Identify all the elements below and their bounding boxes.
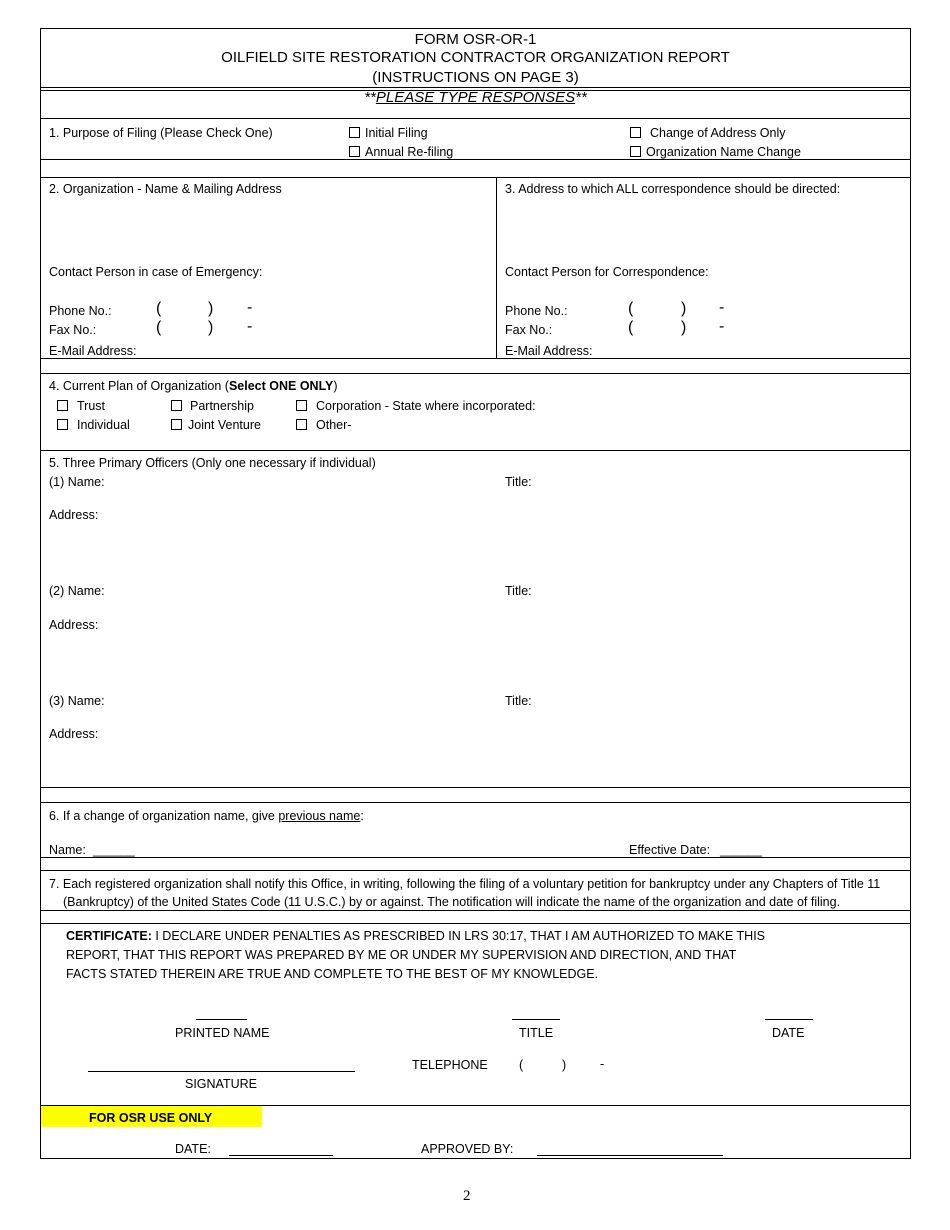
officer1-title-label: Title:: [505, 475, 532, 489]
corr-fax-open: (: [628, 319, 634, 336]
type-notice-suffix: **: [575, 89, 587, 106]
form-instructions: (INSTRUCTIONS ON PAGE 3): [372, 69, 579, 86]
section4-label: [49, 379, 338, 393]
certificate-text-1: I DECLARE UNDER PENALTIES AS PRESCRIBED IN LRS 30:17, THAT I AM AUTHORIZED TO MAKE THIS: [155, 929, 766, 943]
type-notice-text: PLEASE TYPE RESPONSES: [375, 89, 576, 106]
joint-venture-checkbox[interactable]: [171, 419, 182, 430]
telephone-close: ): [562, 1058, 567, 1072]
org-phone-close: ): [208, 300, 214, 317]
org-phone-dash: -: [247, 299, 253, 316]
certificate-line2: REPORT, THAT THIS REPORT WAS PREPARED BY ME OR UNDER MY SUPERVISION AND DIRECTION, AND THAT: [66, 948, 737, 962]
org-name-change-checkbox[interactable]: [630, 146, 641, 157]
printed-name-label: PRINTED NAME: [175, 1026, 270, 1040]
individual-label: Individual: [77, 418, 130, 432]
signature-line[interactable]: [88, 1071, 355, 1072]
change-address-label: Change of Address Only: [650, 126, 786, 140]
org-phone-open: (: [156, 300, 162, 317]
officer3-address-label: Address:: [49, 727, 99, 741]
osr-date-label: DATE:: [175, 1142, 211, 1156]
change-address-checkbox[interactable]: [630, 127, 641, 138]
corporation-label: Corporation - State where incorporated:: [316, 399, 536, 413]
corr-phone-label: Phone No.:: [505, 304, 568, 318]
annual-refiling-label: Annual Re-filing: [365, 145, 454, 159]
corr-fax-label: Fax No.:: [505, 323, 553, 337]
officer2-title-label: Title:: [505, 584, 532, 598]
previous-name-blank[interactable]: ______: [93, 843, 135, 857]
osr-use-only-label: FOR OSR USE ONLY: [89, 1111, 213, 1125]
org-fax-dash: -: [247, 318, 253, 335]
previous-name-label: Name:: [49, 843, 86, 857]
approved-by-line[interactable]: [537, 1155, 723, 1156]
initial-filing-checkbox[interactable]: [349, 127, 360, 138]
joint-venture-label: Joint Venture: [188, 418, 261, 432]
corr-phone-open: (: [628, 300, 634, 317]
certificate-label: CERTIFICATE:: [66, 929, 152, 943]
type-notice-prefix: **: [364, 89, 376, 106]
section7-line1: 7. Each registered organization shall notify this Office, in writing, following the filing of a voluntary petition for bankruptcy under any Chapters of Title 11: [49, 877, 881, 891]
partnership-checkbox[interactable]: [171, 400, 182, 411]
org-fax-label: Fax No.:: [49, 323, 97, 337]
initial-filing-label: Initial Filing: [365, 126, 428, 140]
org-email-label: E-Mail Address:: [49, 344, 137, 358]
certificate-line1: [66, 929, 765, 943]
approved-by-label: APPROVED BY:: [421, 1142, 514, 1156]
osr-date-line[interactable]: [229, 1155, 333, 1156]
printed-name-line: [196, 1019, 247, 1020]
section4-label-suffix: ): [333, 379, 338, 393]
trust-label: Trust: [77, 399, 106, 413]
page-number: 2: [463, 1188, 471, 1204]
individual-checkbox[interactable]: [57, 419, 68, 430]
corr-phone-dash: -: [719, 299, 725, 316]
org-fax-open: (: [156, 319, 162, 336]
date-label: DATE: [772, 1026, 805, 1040]
corr-fax-dash: -: [719, 318, 725, 335]
section4-label-prefix: 4. Current Plan of Organization (: [49, 379, 229, 393]
other-label: Other-: [316, 418, 352, 432]
date-line: [765, 1019, 813, 1020]
effective-date-blank[interactable]: ______: [720, 843, 762, 857]
partnership-label: Partnership: [190, 399, 254, 413]
correspondence-contact-label: Contact Person for Correspondence:: [505, 265, 709, 279]
form-title: OILFIELD SITE RESTORATION CONTRACTOR ORGANIZATION REPORT: [221, 49, 730, 66]
org-name-change-label: Organization Name Change: [646, 145, 801, 159]
section6-label: [49, 809, 364, 823]
effective-date-label: Effective Date:: [629, 843, 711, 857]
section6-label-underlined: previous name: [278, 809, 361, 823]
officer3-name-label: (3) Name:: [49, 694, 105, 708]
telephone-dash: -: [600, 1057, 605, 1071]
org-phone-label: Phone No.:: [49, 304, 112, 318]
signature-label: SIGNATURE: [185, 1077, 257, 1091]
officer1-name-label: (1) Name:: [49, 475, 105, 489]
annual-refiling-checkbox[interactable]: [349, 146, 360, 157]
telephone-open: (: [519, 1058, 524, 1072]
emergency-contact-label: Contact Person in case of Emergency:: [49, 265, 263, 279]
telephone-label: TELEPHONE: [412, 1058, 488, 1072]
form-id: FORM OSR-OR-1: [414, 31, 537, 48]
officer2-address-label: Address:: [49, 618, 99, 632]
other-checkbox[interactable]: [296, 419, 307, 430]
officer2-name-label: (2) Name:: [49, 584, 105, 598]
certificate-line3: FACTS STATED THEREIN ARE TRUE AND COMPLETE TO THE BEST OF MY KNOWLEDGE.: [66, 967, 599, 981]
corr-fax-close: ): [681, 319, 687, 336]
corr-phone-close: ): [681, 300, 687, 317]
org-fax-close: ): [208, 319, 214, 336]
corr-email-label: E-Mail Address:: [505, 344, 593, 358]
section2-label: 2. Organization - Name & Mailing Address: [49, 182, 282, 196]
section6-label-prefix: 6. If a change of organization name, give: [49, 809, 279, 823]
section7-line2: (Bankruptcy) of the United States Code (11 U.S.C.) by or against. The notification will indicate the name of the organization and date of filing.: [63, 895, 841, 909]
section6-label-suffix: :: [360, 809, 364, 823]
title-line: [512, 1019, 560, 1020]
title-label: TITLE: [519, 1026, 554, 1040]
section3-label: 3. Address to which ALL correspondence should be directed:: [505, 182, 841, 196]
corporation-checkbox[interactable]: [296, 400, 307, 411]
section1-label: 1. Purpose of Filing (Please Check One): [49, 126, 273, 140]
officer3-title-label: Title:: [505, 694, 532, 708]
outer-frame: [40, 28, 911, 1159]
type-notice: [40, 89, 911, 106]
section4-label-bold: Select ONE ONLY: [228, 379, 334, 393]
trust-checkbox[interactable]: [57, 400, 68, 411]
section5-label: 5. Three Primary Officers (Only one necessary if individual): [49, 456, 376, 470]
officer1-address-label: Address:: [49, 508, 99, 522]
